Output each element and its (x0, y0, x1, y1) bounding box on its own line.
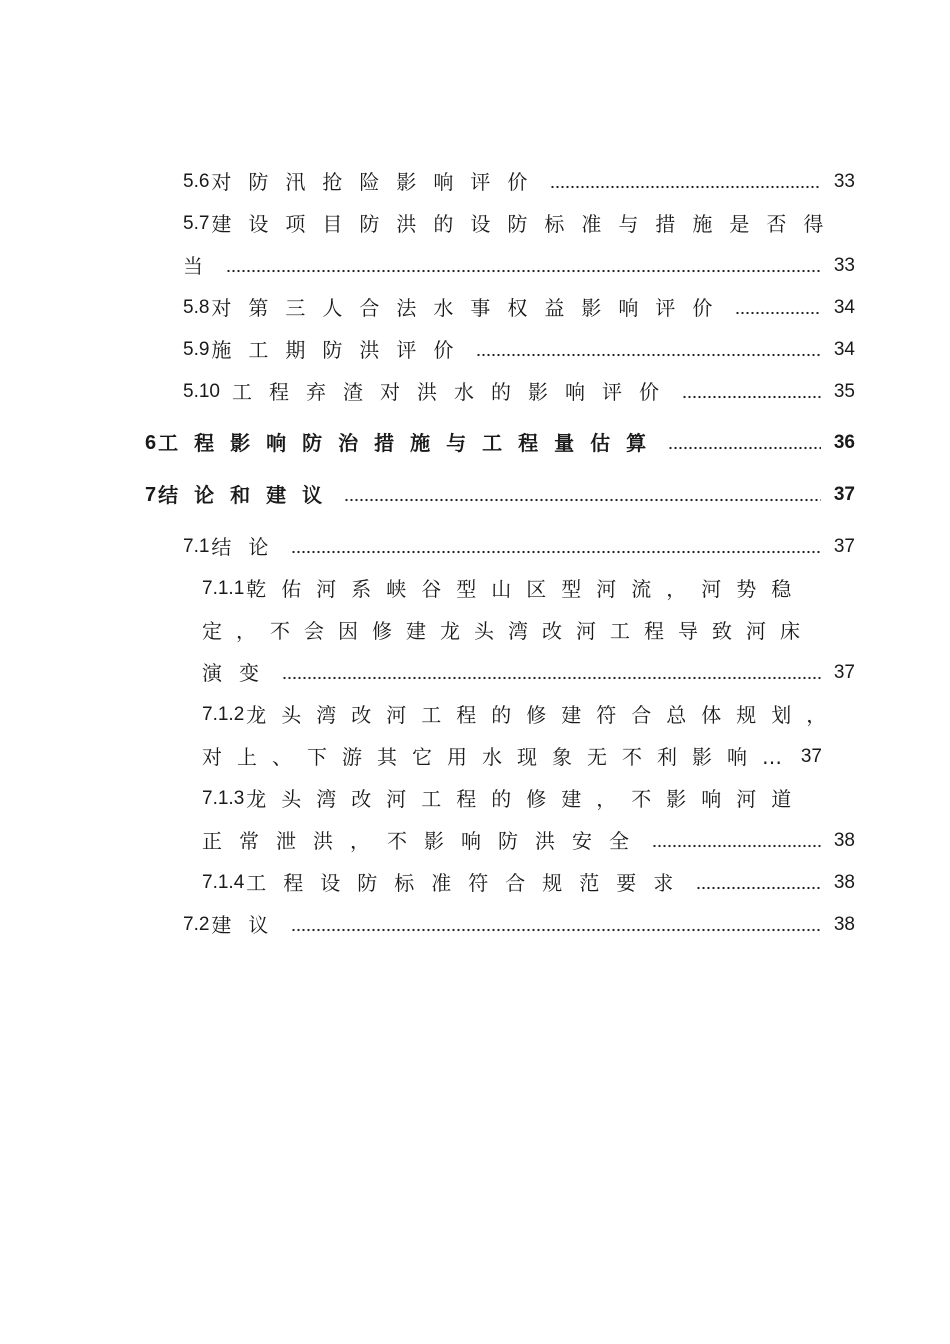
leader-dots (226, 269, 821, 273)
leader-dots (344, 498, 821, 502)
toc-page-number: 37 (800, 746, 822, 767)
toc-page-number: 37 (833, 484, 855, 505)
leader-dots (550, 185, 821, 189)
leader-dots (668, 446, 821, 450)
toc-title: 龙头湾改河工程的修建，不影响河道 (246, 787, 807, 811)
toc-title: 对第三人合法水事权益影响评价 (211, 296, 730, 320)
toc-entry-7-1-2[interactable] (202, 698, 862, 728)
toc-title: 对防汛抢险影响评价 (211, 170, 545, 194)
toc-page-number: 38 (833, 830, 855, 851)
toc-entry-7-1-3[interactable] (202, 782, 855, 812)
leader-dots (282, 676, 821, 680)
toc-number: 7.1 (183, 536, 210, 557)
toc-entry-7-1-1-continued-1[interactable] (202, 614, 855, 644)
toc-entry-7-1-2-continued[interactable] (202, 740, 855, 770)
toc-entry-7-2[interactable] (183, 908, 855, 938)
leader-dots (476, 353, 821, 357)
toc-number: 5.6 (183, 171, 210, 192)
toc-number: 7 (145, 484, 157, 506)
toc-page-number: 33 (833, 255, 855, 276)
toc-number: 5.8 (183, 297, 210, 318)
leader-dots (696, 886, 821, 890)
leader-dots (291, 550, 821, 554)
ellipsis: … (762, 745, 782, 769)
toc-page-number: 35 (833, 381, 855, 402)
toc-entry-5-9[interactable] (183, 333, 855, 363)
leader-dots (652, 844, 821, 848)
toc-entry-5-7[interactable] (183, 207, 855, 237)
toc-number: 5.10 (183, 381, 220, 402)
toc-page-number: 34 (833, 339, 855, 360)
toc-title: 龙头湾改河工程的修建符合总体规划， (246, 703, 842, 727)
toc-title-continued: 定，不会因修建龙头湾改河工程导致河床 (202, 619, 814, 643)
toc-number: 5.9 (183, 339, 210, 360)
toc-title: 工程设防标准符合规范要求 (246, 871, 691, 895)
toc-entry-5-7-continued[interactable] (183, 249, 855, 279)
toc-title-continued: 演变 (202, 661, 276, 685)
toc-title: 工程影响防治措施与工程量估算 (158, 431, 663, 455)
toc-title: 工程弃渣对洪水的影响评价 (231, 380, 676, 404)
toc-entry-5-8[interactable] (183, 291, 855, 321)
toc-title: 结论 (211, 535, 286, 559)
leader-dots (682, 395, 821, 399)
toc-title: 施工期防洪评价 (211, 338, 471, 362)
toc-number: 7.1.3 (202, 788, 245, 809)
toc-page-number: 38 (833, 914, 855, 935)
toc-page-number: 38 (833, 872, 855, 893)
toc-number: 6 (145, 432, 157, 454)
toc-page-number: 37 (833, 536, 855, 557)
toc-entry-7-1-1-continued-2[interactable] (202, 656, 855, 686)
toc-number: 5.7 (183, 213, 210, 234)
toc-page-number: 37 (833, 662, 855, 683)
toc-title: 乾佑河系峡谷型山区型河流，河势稳 (246, 577, 807, 601)
leader-dots (735, 311, 821, 315)
toc-number: 7.1.4 (202, 872, 245, 893)
toc-number: 7.1.2 (202, 704, 245, 725)
toc-page-number: 36 (833, 432, 855, 453)
toc-entry-7[interactable] (145, 478, 855, 508)
toc-title: 结论和建议 (158, 483, 339, 507)
toc-title-continued: 当 (183, 254, 220, 278)
toc-entry-5-10[interactable] (183, 375, 855, 405)
toc-entry-7-1[interactable] (183, 530, 855, 560)
toc-entry-6[interactable] (145, 426, 855, 456)
toc-page-number: 33 (833, 171, 855, 192)
toc-number: 7.1.1 (202, 578, 245, 599)
toc-title: 建议 (211, 913, 286, 937)
leader-dots (291, 928, 821, 932)
toc-title-continued: 正常泄洪，不影响防洪安全 (202, 829, 646, 853)
toc-entry-7-1-3-continued[interactable] (202, 824, 855, 854)
toc-page-number: 34 (833, 297, 855, 318)
toc-number: 7.2 (183, 914, 210, 935)
toc-entry-5-6[interactable] (183, 165, 855, 195)
toc-title-continued: 对上、下游其它用水现象无不利影响 (202, 745, 762, 769)
toc-entry-7-1-4[interactable] (202, 866, 855, 896)
toc-title: 建设项目防洪的设防标准与措施是否得 (211, 212, 841, 236)
toc-entry-7-1-1[interactable] (202, 572, 855, 602)
